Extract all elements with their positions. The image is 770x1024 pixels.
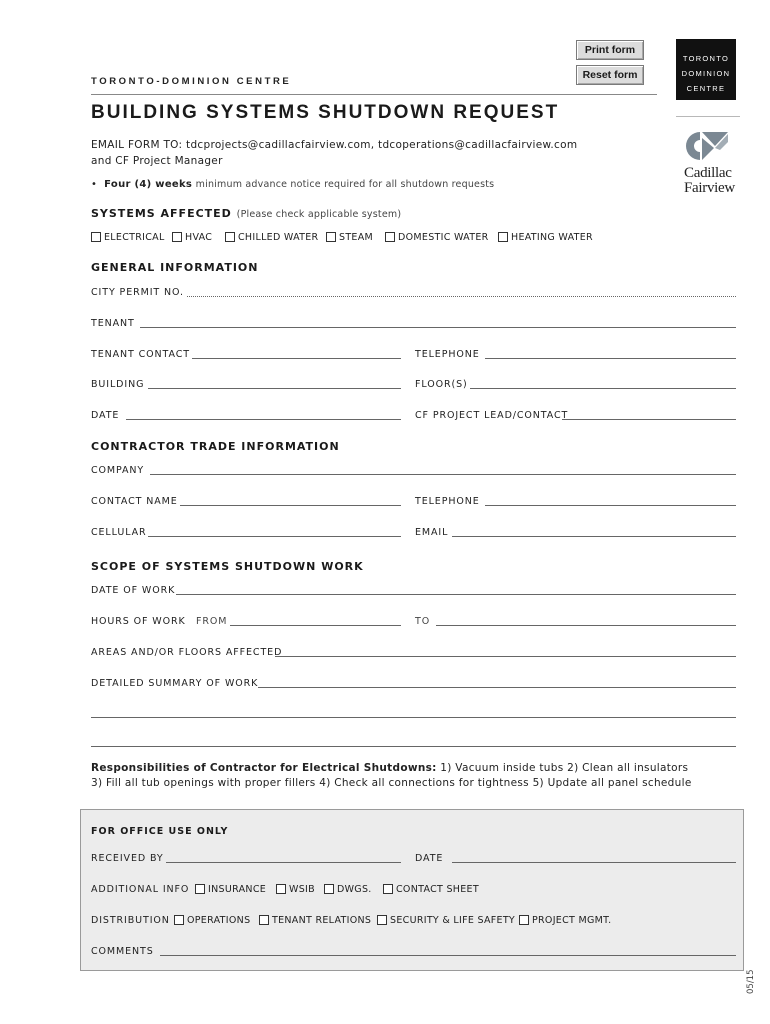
checkbox-dwgs[interactable] — [324, 884, 334, 894]
city-permit-field[interactable] — [187, 296, 736, 297]
label-operations: OPERATIONS — [187, 915, 251, 926]
form-code: 05/15 — [746, 969, 756, 994]
checkbox-contact-sheet[interactable] — [383, 884, 393, 894]
distribution-label: DISTRIBUTION — [91, 915, 170, 926]
checkbox-heating-water[interactable] — [498, 232, 508, 242]
label-hvac: HVAC — [185, 232, 213, 243]
systems-heading-text: SYSTEMS AFFECTED — [91, 207, 232, 220]
cellular-field[interactable] — [148, 536, 401, 537]
label-domestic-water: DOMESTIC WATER — [398, 232, 489, 243]
email-instructions-2: and CF Project Manager — [91, 155, 223, 167]
checkbox-domestic-water[interactable] — [385, 232, 395, 242]
label-dwgs: DWGS. — [337, 884, 372, 895]
from-field[interactable] — [230, 625, 401, 626]
to-label: TO — [415, 616, 431, 627]
notice — [91, 179, 494, 190]
reset-form-button[interactable]: Reset form — [576, 65, 644, 85]
telephone-field[interactable] — [485, 358, 736, 359]
telephone-label: TELEPHONE — [415, 349, 480, 360]
areas-field[interactable] — [275, 656, 736, 657]
label-heating-water: HEATING WATER — [511, 232, 593, 243]
tenant-contact-label: TENANT CONTACT — [91, 349, 190, 360]
tenant-label: TENANT — [91, 318, 135, 329]
contractor-heading: CONTRACTOR TRADE INFORMATION — [91, 440, 340, 453]
summary-field-line3[interactable] — [91, 746, 736, 747]
checkbox-wsib[interactable] — [276, 884, 286, 894]
responsibilities-line1 — [91, 762, 688, 774]
print-form-button[interactable]: Print form — [576, 40, 644, 60]
city-permit-label: CITY PERMIT NO. — [91, 287, 184, 298]
additional-info-label: ADDITIONAL INFO — [91, 884, 190, 895]
cf-logo-line1: Cadillac — [684, 165, 732, 181]
email-label: EMAIL — [415, 527, 449, 538]
hours-of-work-label: HOURS OF WORK — [91, 616, 186, 627]
contact-name-field[interactable] — [180, 505, 401, 506]
company-label: COMPANY — [91, 465, 145, 476]
building-field[interactable] — [148, 388, 401, 389]
scope-heading: SCOPE OF SYSTEMS SHUTDOWN WORK — [91, 560, 364, 573]
received-by-field[interactable] — [166, 862, 401, 863]
cf-logo-line2: Fairview — [684, 180, 735, 196]
td-logo-line2: DOMINION — [681, 69, 731, 78]
date-label: DATE — [91, 410, 120, 421]
checkbox-operations[interactable] — [174, 915, 184, 925]
cellular-label: CELLULAR — [91, 527, 147, 538]
page-title: BUILDING SYSTEMS SHUTDOWN REQUEST — [91, 102, 560, 123]
contact-name-label: CONTACT NAME — [91, 496, 178, 507]
office-date-field[interactable] — [452, 862, 736, 863]
td-logo-line3: CENTRE — [686, 84, 726, 93]
checkbox-insurance[interactable] — [195, 884, 205, 894]
notice-bullet: • — [91, 179, 98, 190]
checkbox-steam[interactable] — [326, 232, 336, 242]
responsibilities-rest: 1) Vacuum inside tubs 2) Clean all insulators — [440, 762, 689, 774]
floors-label: FLOOR(S) — [415, 379, 468, 390]
received-by-label: RECEIVED BY — [91, 853, 164, 864]
tenant-field[interactable] — [140, 327, 736, 328]
header-rule — [91, 94, 657, 95]
label-project-mgmt: PROJECT MGMT. — [532, 915, 612, 926]
label-security-life-safety: SECURITY & LIFE SAFETY — [390, 915, 516, 926]
cadillac-fairview-wordmark — [684, 166, 735, 196]
email-field[interactable] — [452, 536, 736, 537]
notice-text: minimum advance notice required for all shutdown requests — [195, 179, 495, 190]
checkbox-electrical[interactable] — [91, 232, 101, 242]
checkbox-project-mgmt[interactable] — [519, 915, 529, 925]
areas-label: AREAS AND/OR FLOORS AFFECTED — [91, 647, 283, 658]
office-heading: FOR OFFICE USE ONLY — [91, 826, 229, 837]
date-of-work-field[interactable] — [176, 594, 736, 595]
label-chilled-water: CHILLED WATER — [238, 232, 319, 243]
summary-field-line2[interactable] — [91, 717, 736, 718]
comments-field[interactable] — [160, 955, 736, 956]
logo-divider — [676, 116, 740, 117]
summary-label: DETAILED SUMMARY OF WORK — [91, 678, 259, 689]
responsibilities-bold: Responsibilities of Contractor for Electrical Shutdowns: — [91, 762, 437, 774]
supertitle: TORONTO-DOMINION CENTRE — [91, 76, 292, 87]
checkbox-security-life-safety[interactable] — [377, 915, 387, 925]
from-label: FROM — [196, 616, 228, 627]
checkbox-chilled-water[interactable] — [225, 232, 235, 242]
building-label: BUILDING — [91, 379, 145, 390]
notice-bold: Four (4) weeks — [104, 179, 193, 190]
office-date-label: DATE — [415, 853, 444, 864]
label-wsib: WSIB — [289, 884, 315, 895]
company-field[interactable] — [150, 474, 736, 475]
responsibilities-line2: 3) Fill all tub openings with proper fillers 4) Check all connections for tightness 5) Update all panel schedule — [91, 777, 692, 789]
systems-hint: (Please check applicable system) — [236, 209, 402, 220]
td-centre-logo — [676, 39, 736, 100]
summary-field[interactable] — [258, 687, 736, 688]
floors-field[interactable] — [470, 388, 736, 389]
checkbox-tenant-relations[interactable] — [259, 915, 269, 925]
td-logo-line1: TORONTO — [682, 54, 730, 63]
label-steam: STEAM — [339, 232, 374, 243]
date-of-work-label: DATE OF WORK — [91, 585, 176, 596]
comments-label: COMMENTS — [91, 946, 154, 957]
tenant-contact-field[interactable] — [192, 358, 401, 359]
label-contact-sheet: CONTACT SHEET — [396, 884, 479, 895]
label-electrical: ELECTRICAL — [104, 232, 165, 243]
label-insurance: INSURANCE — [208, 884, 267, 895]
contractor-telephone-field[interactable] — [485, 505, 736, 506]
to-field[interactable] — [436, 625, 736, 626]
label-tenant-relations: TENANT RELATIONS — [272, 915, 372, 926]
cf-lead-label: CF PROJECT LEAD/CONTACT — [415, 410, 569, 421]
checkbox-hvac[interactable] — [172, 232, 182, 242]
cf-lead-field[interactable] — [562, 419, 736, 420]
cadillac-fairview-mark-icon — [684, 130, 730, 162]
email-instructions: EMAIL FORM TO: tdcprojects@cadillacfairview.com, tdcoperations@cadillacfairview.com — [91, 139, 578, 151]
contractor-telephone-label: TELEPHONE — [415, 496, 480, 507]
general-heading: GENERAL INFORMATION — [91, 261, 259, 274]
systems-heading — [91, 207, 401, 220]
date-field[interactable] — [126, 419, 401, 420]
